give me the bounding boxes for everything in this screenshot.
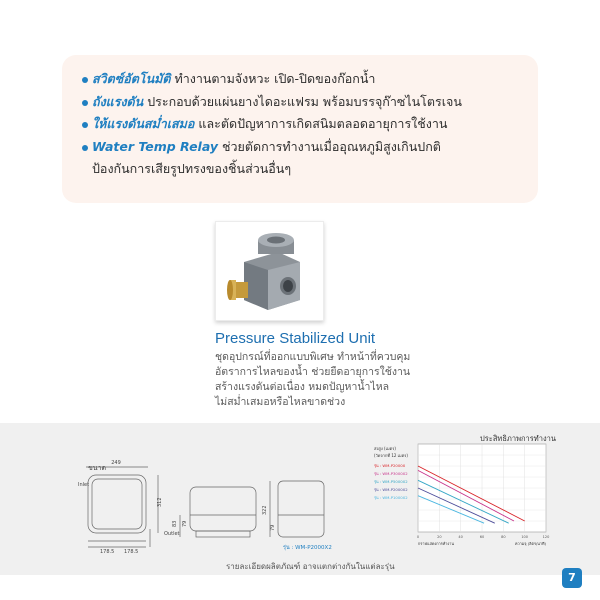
chart-title: ประสิทธิภาพการทำงาน	[480, 434, 556, 443]
dimension-drawings	[0, 423, 360, 575]
chart-xlabel: ความจุ (ลิตร/นาที)	[514, 541, 546, 546]
chart-legend-entry: รุ่น : WM-P2000X	[374, 463, 406, 468]
bullet-icon	[82, 145, 88, 151]
right-view-drawing	[270, 481, 324, 537]
unit-desc-line: สร้างแรงดันต่อเนื่อง หมดปัญหาน้ำไหล	[215, 381, 390, 393]
feature-highlight: สวิตซ์อัตโนมัติ	[92, 71, 171, 86]
bullet-icon	[82, 77, 88, 83]
dimensions-label: ขนาด	[88, 464, 107, 472]
feature-list	[92, 68, 532, 181]
product-image	[215, 221, 324, 321]
pressure-unit-illustration	[216, 222, 323, 320]
chart-x-tick: 40	[458, 535, 463, 539]
feature-highlight: ถังแรงดัน	[92, 93, 144, 109]
chart-x-tick: 80	[501, 535, 506, 539]
chart-legend-entry: รุ่น : WM-P5000X2	[374, 479, 408, 484]
performance-chart	[360, 440, 560, 555]
side-height-dim: 322	[262, 505, 268, 515]
chart-ylabel-sub: (วัดจากที่ 12 เมตร)	[374, 453, 408, 458]
feature-highlight: Water Temp Relay	[92, 138, 219, 154]
half-right-dim: 178.5	[124, 549, 139, 555]
height-dim: 312	[157, 497, 163, 507]
d2-dim: 79	[182, 520, 188, 527]
side-view-drawing	[180, 487, 256, 537]
feature-text: ประกอบด้วยแผ่นยางไดอะแฟรม พร้อมบรรจุก๊าซไนโตรเจน	[147, 93, 462, 109]
outlet-label: Outlet	[164, 531, 180, 537]
feature-item	[92, 136, 532, 159]
chart-x-tick: 60	[479, 535, 485, 539]
inlet-label: Inlet	[78, 482, 90, 488]
half-left-dim: 178.5	[100, 549, 115, 555]
chart-legend-entry: รุ่น : WM-P1000X2	[374, 495, 408, 500]
unit-desc-line: ชุดอุปกรณ์ที่ออกแบบพิเศษ ทำหน้าที่ควบคุม	[215, 351, 411, 363]
page-number: 7	[562, 568, 582, 588]
bullet-icon	[82, 122, 88, 128]
feature-text: และตัดปัญหาการเกิดสนิมตลอดอายุการใช้งาน	[198, 116, 448, 131]
width-dim: 249	[111, 460, 121, 466]
front-view-drawing	[86, 467, 158, 547]
chart-bottom-label: กราฟแสดงการทำงาน	[418, 541, 454, 546]
bullet-icon	[82, 100, 88, 106]
chart-x-tick: 100	[521, 535, 529, 539]
chart-x-tick: 0	[416, 535, 420, 539]
d3-dim: 79	[270, 524, 276, 531]
feature-continuation: ป้องกันการเสียรูปทรงของชิ้นส่วนอื่นๆ	[92, 161, 292, 176]
chart-legend-entry: รุ่น : WM-P2000X2	[374, 487, 408, 492]
feature-text: ช่วยตัดการทำงานเมื่ออุณหภูมิสูงเกินปกติ	[222, 138, 441, 154]
feature-highlight: ให้แรงดันสม่ำเสมอ	[92, 116, 195, 131]
chart-x-tick: 120	[542, 535, 550, 539]
unit-description	[215, 350, 455, 410]
feature-item	[92, 91, 532, 114]
chart-legend-entry: รุ่น : WM-P3000X2	[374, 471, 408, 476]
model-note: รุ่น : WM-P2000X2	[283, 545, 332, 551]
unit-desc-line: ไม่สม่ำเสมอหรือไหลขาดช่วง	[215, 396, 346, 408]
unit-desc-line: อัตราการไหลของน้ำ ช่วยยืดอายุการใช้งาน	[215, 366, 411, 378]
d1-dim: 83	[172, 520, 178, 527]
feature-item	[92, 68, 532, 91]
feature-item	[92, 113, 532, 136]
chart-x-tick: 20	[437, 535, 442, 539]
unit-title: Pressure Stabilized Unit	[215, 330, 376, 347]
spec-caption: รายละเอียดผลิตภัณฑ์ อาจแตกต่างกันในแต่ละรุ่น	[226, 562, 395, 571]
feature-text: ทำงานตามจังหวะ เปิด-ปิดของก๊อกน้ำ	[174, 71, 376, 86]
chart-ylabel: ส่งสูง (เมตร)	[374, 446, 396, 451]
